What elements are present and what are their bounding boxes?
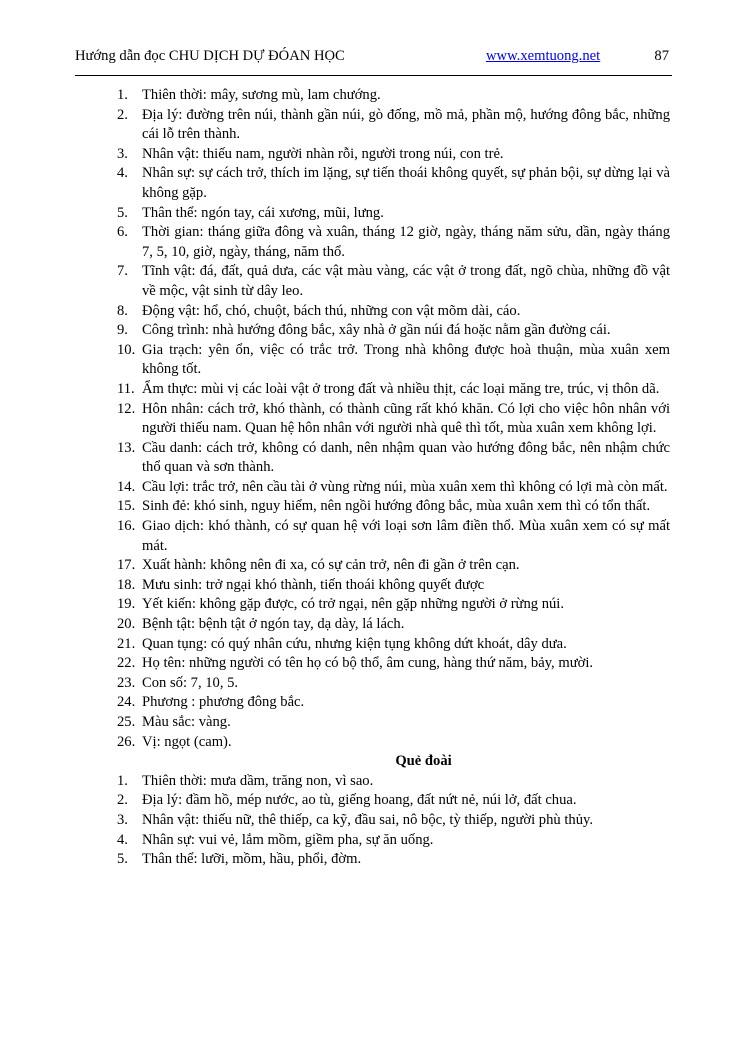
list-item: [117, 497, 670, 517]
list-item: [117, 341, 670, 380]
list-item-text: Quan tụng: có quý nhân cứu, nhưng kiện tụng không dứt khoát, dây dưa.: [142, 635, 567, 652]
list-item-number: 11.: [117, 380, 135, 397]
list-item-text: Nhân vật: thiếu nam, người nhàn rỗi, người trong núi, con trẻ.: [142, 145, 504, 162]
list-item: [117, 693, 670, 713]
list-item: [117, 380, 670, 400]
list-item-text: Thân thể: ngón tay, cái xương, mũi, lưng.: [142, 204, 384, 221]
list-item-number: 1.: [117, 87, 128, 103]
list-item-text: Màu sắc: vàng.: [142, 714, 231, 730]
list-item-number: 2.: [117, 106, 128, 123]
list-item-text: Mưu sinh: trở ngại khó thành, tiến thoái không quyết được: [142, 576, 485, 593]
list-item-text: Phương : phương đông bắc.: [142, 694, 305, 711]
list-item: [117, 517, 670, 556]
list-item-number: 15.: [117, 498, 136, 515]
list-item-text: Cầu danh: cách trở, không có danh, nên nhậm quan vào hướng đông bắc, nên nhậm chức thổ quan và sơn thành.: [142, 439, 670, 476]
list-item-number: 2.: [117, 792, 128, 809]
list-item: [117, 400, 670, 439]
list-item-text: Giao dịch: khó thành, có sự quan hệ với loại sơn lâm điền thổ. Mùa xuân xem có sự mất mát.: [142, 518, 670, 554]
list-item-text: Con số: 7, 10, 5.: [142, 674, 239, 691]
list-item-number: 19.: [117, 596, 136, 613]
list-item-text: Nhân sự: vui vẻ, lắm mồm, giềm pha, sự ăn uống.: [142, 831, 434, 848]
list-item: [117, 164, 670, 203]
list-item-text: Xuất hành: không nên đi xa, có sự cản trở, nên đi gần ở trên cạn.: [142, 557, 520, 574]
list-item-number: 20.: [117, 616, 136, 633]
list-item: [117, 772, 670, 792]
section-heading: Quẻ đoài: [395, 753, 452, 770]
list-item: [117, 106, 670, 145]
website-link[interactable]: www.xemtuong.net: [486, 48, 601, 64]
list-item: [117, 204, 670, 224]
list-item-text: Ẩm thực: mùi vị các loài vật ở trong đất và nhiều thịt, các loại măng tre, trúc, vị thôn dã.: [142, 380, 660, 397]
list-item: [117, 713, 670, 733]
list-item-number: 26.: [117, 733, 136, 750]
list-item-text: Cầu lợi: trắc trở, nên cầu tài ở vùng rừng núi, mùa xuân xem thì không có lợi mà còn mất.: [142, 478, 668, 495]
list-item: [117, 556, 670, 576]
list-item: [117, 576, 670, 596]
list-item: [117, 595, 670, 615]
list-item-number: 8.: [117, 302, 128, 319]
list-item-text: Công trình: nhà hướng đông bắc, xây nhà ở gần núi đá hoặc nằm gần đường cái.: [142, 322, 611, 339]
list-item: [117, 223, 670, 262]
header-divider: [75, 75, 672, 76]
page-content: [117, 86, 670, 870]
list-item-number: 21.: [117, 635, 136, 652]
list-item-number: 14.: [117, 478, 136, 495]
list-item: [117, 791, 670, 811]
list-item-number: 4.: [117, 831, 128, 848]
list-item-number: 24.: [117, 694, 136, 711]
list-item-number: 23.: [117, 674, 136, 691]
list-item-number: 7.: [117, 263, 128, 280]
list-item-text: Gia trạch: yên ổn, việc có trắc trở. Trong nhà không được hoà thuận, mùa xuân xem không tốt.: [142, 341, 670, 378]
list-item-text: Nhân vật: thiếu nữ, thê thiếp, ca kỹ, đầu sai, nô bộc, tỳ thiếp, người phù thủy.: [142, 811, 593, 828]
list-item-text: Động vật: hổ, chó, chuột, bách thú, những con vật mõm dài, cáo.: [142, 302, 521, 319]
list-item-number: 12.: [117, 400, 136, 417]
list-item-text: Tĩnh vật: đá, đất, quả dưa, các vật màu vàng, các vật ở trong đất, ngõ chùa, những đồ vật về mộc, vật sinh từ dây leo.: [142, 263, 670, 299]
list-item-number: 5.: [117, 851, 128, 868]
list-item: [117, 635, 670, 655]
list-item-text: Thiên thời: mây, sương mù, lam chướng.: [142, 87, 381, 103]
list-item-number: 17.: [117, 557, 136, 574]
list-item: [117, 674, 670, 694]
list-item-number: 3.: [117, 811, 128, 828]
list-item-text: Sinh đẻ: khó sinh, nguy hiểm, nên ngồi hướng đông bắc, mùa xuân xem thì có tổn thất.: [142, 498, 651, 515]
list-item-number: 18.: [117, 576, 136, 593]
list-item: [117, 439, 670, 478]
list-item-number: 3.: [117, 145, 128, 162]
list-item-number: 16.: [117, 518, 136, 535]
list-item: [117, 145, 670, 165]
page-header: [75, 46, 672, 66]
list-item: [117, 654, 670, 674]
list-item-number: 1.: [117, 772, 128, 789]
list-item-number: 5.: [117, 204, 128, 221]
list-item: [117, 615, 670, 635]
list-item-text: Nhân sự: sự cách trở, thích im lặng, sự tiến thoái không quyết, sự phản bội, sự dừng lại và không gặp.: [142, 165, 670, 201]
page-number: 87: [654, 48, 669, 64]
list-item: [117, 321, 670, 341]
list-item-text: Thân thể: lưỡi, mồm, hầu, phổi, đờm.: [142, 851, 362, 868]
book-title: Hướng dẫn đọc CHU DỊCH DỰ ĐÓAN HỌC: [75, 48, 345, 64]
attribute-list-can: [117, 86, 670, 752]
list-item: [117, 86, 670, 106]
list-item-text: Bệnh tật: bệnh tật ở ngón tay, dạ dày, lá lách.: [142, 616, 405, 633]
list-item: [117, 262, 670, 301]
list-item-text: Hôn nhân: cách trở, khó thành, có thành cũng rất khó khăn. Có lợi cho việc hôn nhân với người thiếu nam. Quan hệ hôn nhân với người nhà quê thì tốt, mùa xuân xem không lợi.: [142, 400, 670, 437]
list-item-text: Thời gian: tháng giữa đông và xuân, tháng 12 giờ, ngày, tháng năm sửu, dần, ngày tháng 7, 5, 10, giờ, ngày, tháng, năm thổ.: [142, 224, 670, 260]
list-item: [117, 850, 670, 870]
list-item: [117, 733, 670, 753]
list-item: [117, 478, 670, 498]
list-item-number: 25.: [117, 714, 136, 730]
list-item: [117, 831, 670, 851]
list-item-number: 9.: [117, 322, 128, 339]
list-item-number: 13.: [117, 439, 136, 456]
attribute-list-doai: [117, 772, 670, 870]
list-item-number: 10.: [117, 341, 136, 358]
list-item-text: Thiên thời: mưa dầm, trăng non, vì sao.: [142, 772, 374, 789]
list-item-number: 6.: [117, 224, 128, 241]
list-item-text: Họ tên: những người có tên họ có bộ thổ, âm cung, hàng thứ năm, bảy, mười.: [142, 655, 594, 672]
list-item-text: Vị: ngọt (cam).: [142, 733, 232, 750]
list-item: [117, 811, 670, 831]
list-item-text: Yết kiến: không gặp được, có trở ngại, nên gặp những người ở rừng núi.: [142, 596, 565, 613]
list-item-text: Địa lý: đầm hồ, mép nước, ao tù, giếng hoang, đất nứt nẻ, núi lở, đất chua.: [142, 792, 577, 809]
list-item-number: 22.: [117, 655, 136, 672]
list-item-text: Địa lý: đường trên núi, thành gần núi, gò đống, mồ mả, phần mộ, hướng đông bắc, những cái lỗ trên thành.: [142, 106, 670, 143]
list-item: [117, 302, 670, 322]
list-item-number: 4.: [117, 165, 128, 182]
